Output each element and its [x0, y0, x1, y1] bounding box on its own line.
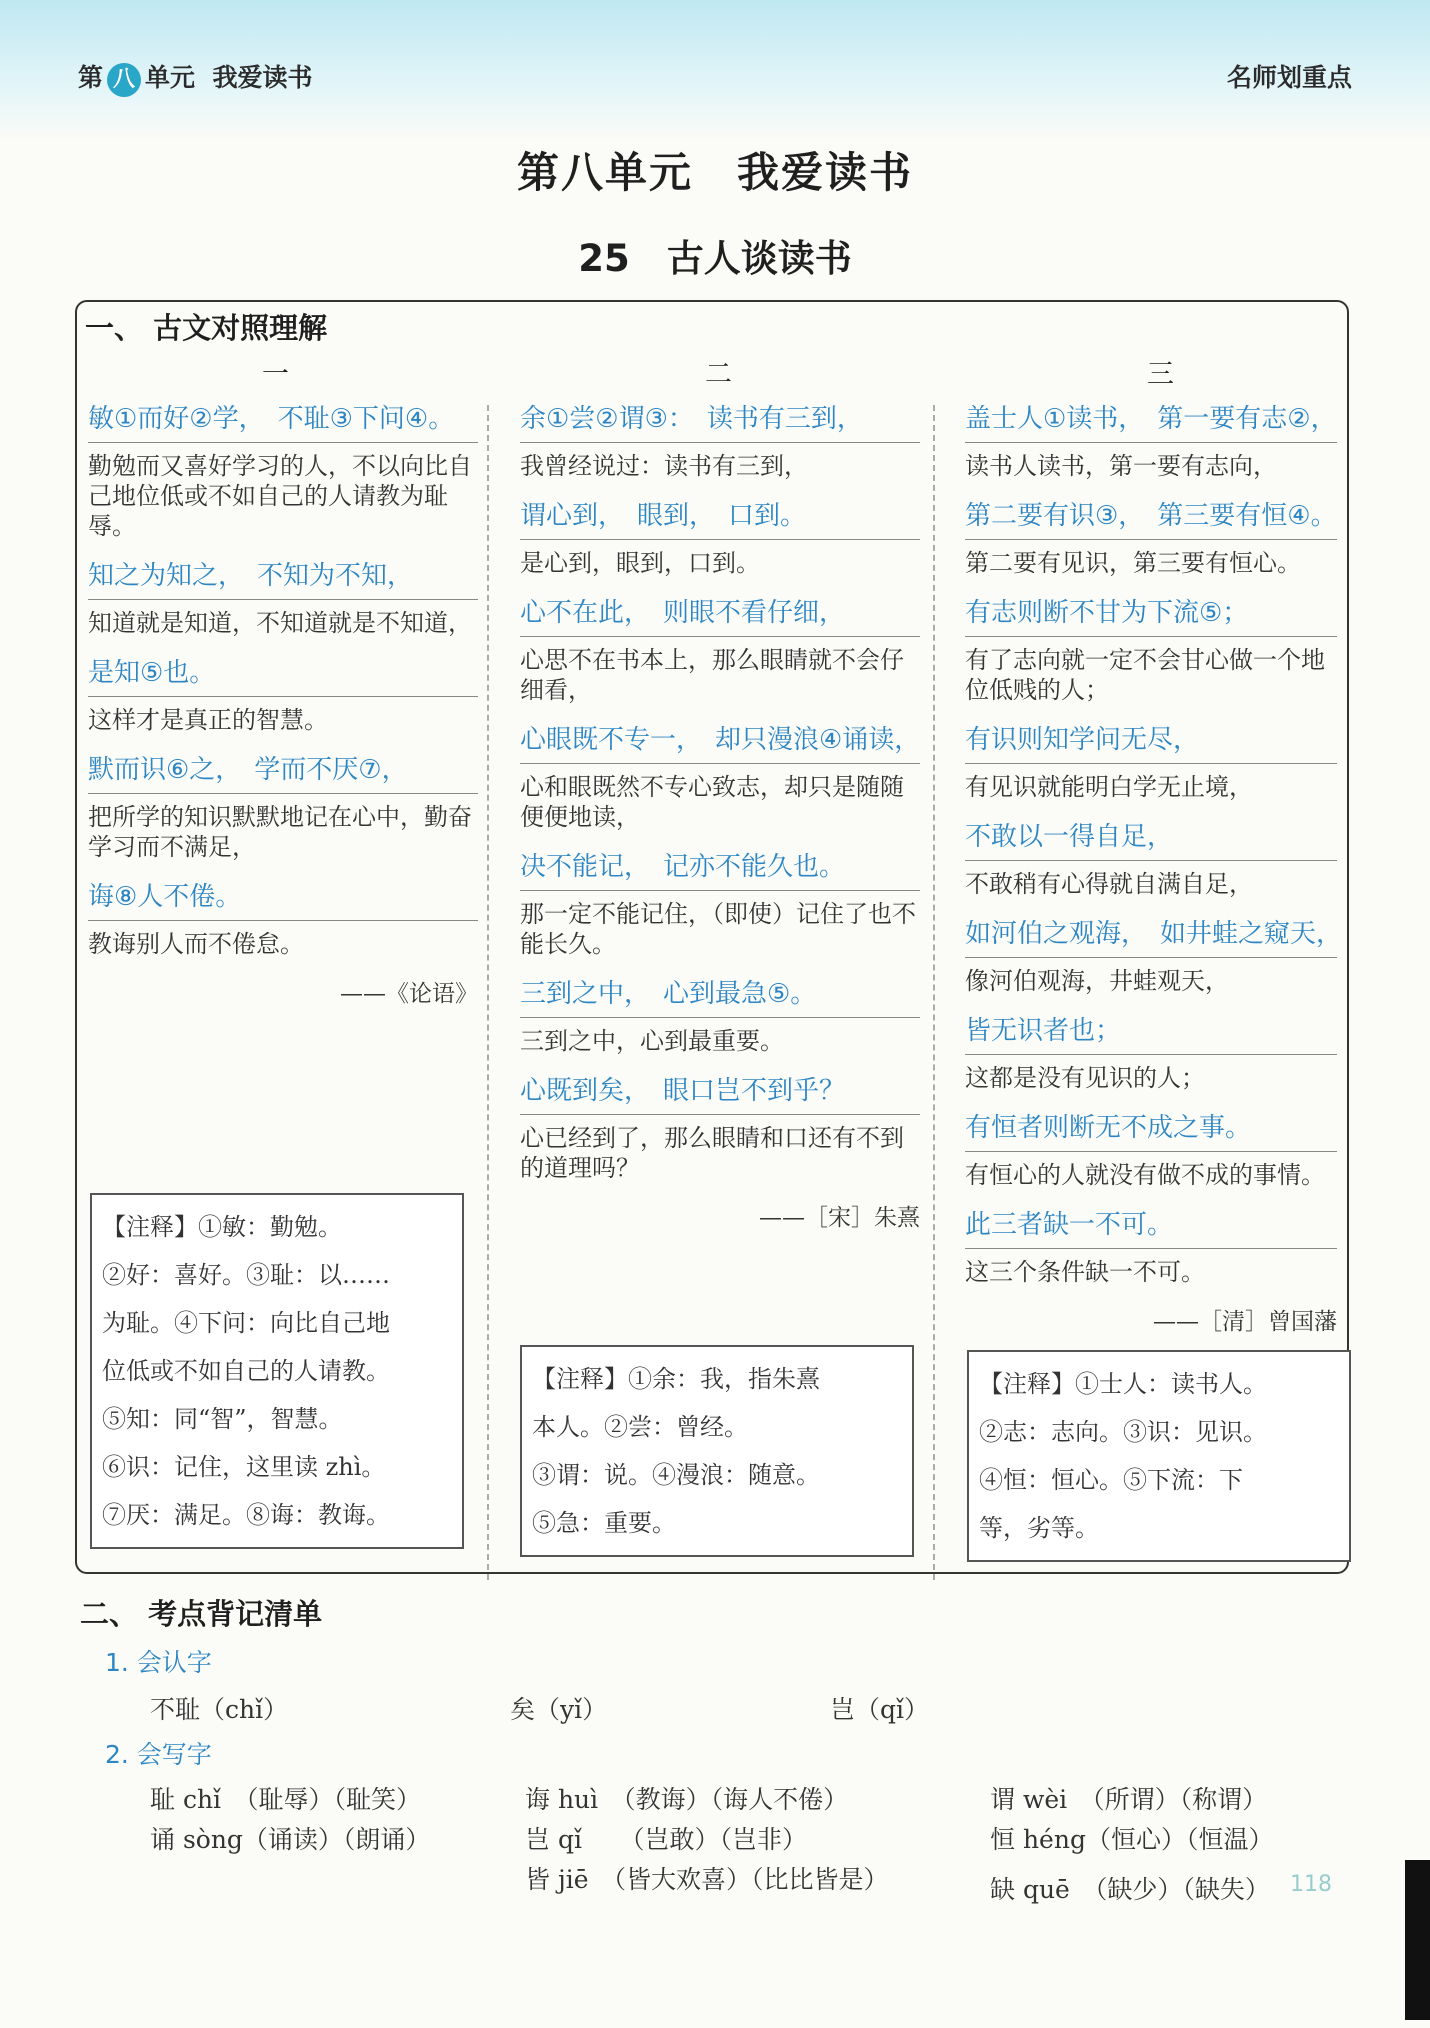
classical-line: 盖士人①读书， 第一要有志②， [965, 400, 1337, 443]
note-line: ②志：志向。③识：见识。 [979, 1418, 1267, 1446]
classical-line: 知之为知之， 不知为不知， [88, 557, 478, 600]
translation-line: 把所学的知识默默地记在心中，勤奋学习而不满足， [88, 803, 472, 861]
column-2 [520, 400, 920, 1232]
recognize-char: 岂（qǐ） [830, 1695, 929, 1724]
unit-label [78, 58, 312, 97]
translation-line: 三到之中，心到最重要。 [520, 1027, 784, 1055]
col2-label: 二 [705, 359, 732, 390]
column-divider [933, 405, 935, 1580]
classical-line: 心不在此， 则眼不看仔细， [520, 594, 920, 637]
classical-line: 此三者缺一不可。 [965, 1206, 1337, 1249]
note-line: ⑥识：记住，这里读 zhì。 [102, 1453, 386, 1481]
recognize-char: 矣（yǐ） [510, 1695, 608, 1724]
note-line: ⑦厌：满足。⑧诲：教诲。 [102, 1501, 390, 1529]
col3-label: 三 [1147, 359, 1174, 390]
translation-line: 有了志向就一定不会甘心做一个地位低贱的人； [965, 646, 1325, 704]
classical-line: 有恒者则断无不成之事。 [965, 1109, 1337, 1152]
translation-line: 知道就是知道，不知道就是不知道， [88, 609, 472, 637]
translation-line: 这都是没有见识的人； [965, 1064, 1205, 1092]
note-line: 为耻。④下问：向比自己地 [102, 1309, 390, 1337]
classical-line: 不敢以一得自足， [965, 818, 1337, 861]
notes-box-2 [520, 1345, 914, 1557]
write-entry: 谓 wèi （所谓）（称谓） [990, 1785, 1268, 1814]
notes-box-3 [967, 1350, 1351, 1562]
unit-suffix: 单元 [145, 63, 196, 92]
classical-line: 谓心到， 眼到， 口到。 [520, 497, 920, 540]
write-entry: 缺 quē （缺少）（缺失） [990, 1875, 1270, 1904]
translation-line: 心已经到了，那么眼睛和口还有不到的道理吗？ [520, 1124, 904, 1182]
column-divider [487, 405, 489, 1580]
translation-line: 有见识就能明白学无止境， [965, 773, 1253, 801]
note-line: ⑤急：重要。 [532, 1509, 676, 1537]
write-entry: 诵 sòng（诵读）（朗诵） [150, 1825, 431, 1854]
classical-line: 敏①而好②学， 不耻③下问④。 [88, 400, 478, 443]
translation-line: 这三个条件缺一不可。 [965, 1258, 1205, 1286]
section1-title: 一、 古文对照理解 [85, 311, 328, 345]
classical-line: 有识则知学问无尽， [965, 721, 1337, 764]
classical-line: 心既到矣， 眼口岂不到乎？ [520, 1072, 920, 1115]
translation-line: 第二要有见识，第三要有恒心。 [965, 549, 1301, 577]
note-line: ⑤知：同“智”，智慧。 [102, 1405, 343, 1433]
translation-line: 教诲别人而不倦怠。 [88, 930, 304, 958]
note-line: 本人。②尝：曾经。 [532, 1413, 748, 1441]
translation-line: 我曾经说过：读书有三到， [520, 452, 808, 480]
note-line: 【注释】①士人：读书人。 [979, 1370, 1267, 1398]
write-entry: 皆 jiē （皆大欢喜）（比比皆是） [525, 1865, 889, 1894]
note-line: 位低或不如自己的人请教。 [102, 1357, 390, 1385]
header-right-label: 名师划重点 [1226, 63, 1352, 92]
translation-line: 心和眼既然不专心致志，却只是随随便便地读， [520, 773, 904, 831]
write-entry: 岂 qǐ （岂敢）（岂非） [525, 1825, 807, 1854]
classical-line: 有志则断不甘为下流⑤； [965, 594, 1337, 637]
note-line: 【注释】①敏：勤勉。 [102, 1213, 342, 1241]
write-entry: 耻 chǐ （耻辱）（耻笑） [150, 1785, 422, 1814]
edge-tab [1405, 1860, 1430, 2020]
note-line: 等，劣等。 [979, 1514, 1099, 1542]
translation-line: 这样才是真正的智慧。 [88, 706, 328, 734]
classical-line: 心眼既不专一， 却只漫浪④诵读， [520, 721, 920, 764]
classical-line: 皆无识者也； [965, 1012, 1337, 1055]
unit-prefix: 第 [78, 63, 104, 92]
unit-name: 我爱读书 [212, 63, 313, 92]
col1-label: 一 [262, 359, 289, 390]
unit-title: 第八单元 我爱读书 [516, 148, 913, 197]
column-3 [965, 400, 1343, 1336]
classical-line: 如河伯之观海， 如井蛙之窥天， [965, 915, 1337, 958]
translation-line: 心思不在书本上，那么眼睛就不会仔细看， [520, 646, 904, 704]
note-line: ②好：喜好。③耻：以…… [102, 1261, 390, 1289]
classical-line: 第二要有识③， 第三要有恒④。 [965, 497, 1337, 540]
write-entry: 恒 héng（恒心）（恒温） [990, 1825, 1274, 1854]
section2-title: 二、 考点背记清单 [80, 1597, 323, 1631]
lesson-title: 25 古人谈读书 [578, 237, 852, 280]
unit-number-badge: 八 [107, 63, 141, 97]
classical-line: 默而识⑥之， 学而不厌⑦， [88, 751, 478, 794]
column-1 [88, 400, 478, 1008]
source-attribution: ——［宋］朱熹 [759, 1205, 920, 1231]
translation-line: 不敢稍有心得就自满自足， [965, 870, 1253, 898]
source-attribution: ——［清］曾国藩 [1153, 1309, 1337, 1335]
classical-line: 是知⑤也。 [88, 654, 478, 697]
sub-heading-write: 2. 会写字 [105, 1740, 212, 1769]
source-attribution: ——《论语》 [340, 981, 478, 1007]
notes-box-1 [90, 1193, 464, 1549]
translation-line: 是心到，眼到，口到。 [520, 549, 760, 577]
translation-line: 像河伯观海，井蛙观天， [965, 967, 1229, 995]
sub-heading-recognize: 1. 会认字 [105, 1648, 212, 1677]
classical-line: 诲⑧人不倦。 [88, 878, 478, 921]
recognize-char: 不耻（chǐ） [150, 1695, 289, 1724]
note-line: ④恒：恒心。⑤下流：下 [979, 1466, 1243, 1494]
note-line: 【注释】①余：我，指朱熹 [532, 1365, 820, 1393]
translation-line: 勤勉而又喜好学习的人，不以向比自己地位低或不如自己的人请教为耻辱。 [88, 452, 472, 540]
translation-line: 读书人读书，第一要有志向， [965, 452, 1277, 480]
translation-line: 那一定不能记住，（即使）记住了也不能长久。 [520, 900, 916, 958]
translation-line: 有恒心的人就没有做不成的事情。 [965, 1161, 1325, 1189]
write-entry: 诲 huì （教诲）（诲人不倦） [525, 1785, 849, 1814]
page-number: 118 [1290, 1872, 1332, 1897]
note-line: ③谓：说。④漫浪：随意。 [532, 1461, 820, 1489]
classical-line: 余①尝②谓③： 读书有三到， [520, 400, 920, 443]
classical-line: 决不能记， 记亦不能久也。 [520, 848, 920, 891]
classical-line: 三到之中， 心到最急⑤。 [520, 975, 920, 1018]
